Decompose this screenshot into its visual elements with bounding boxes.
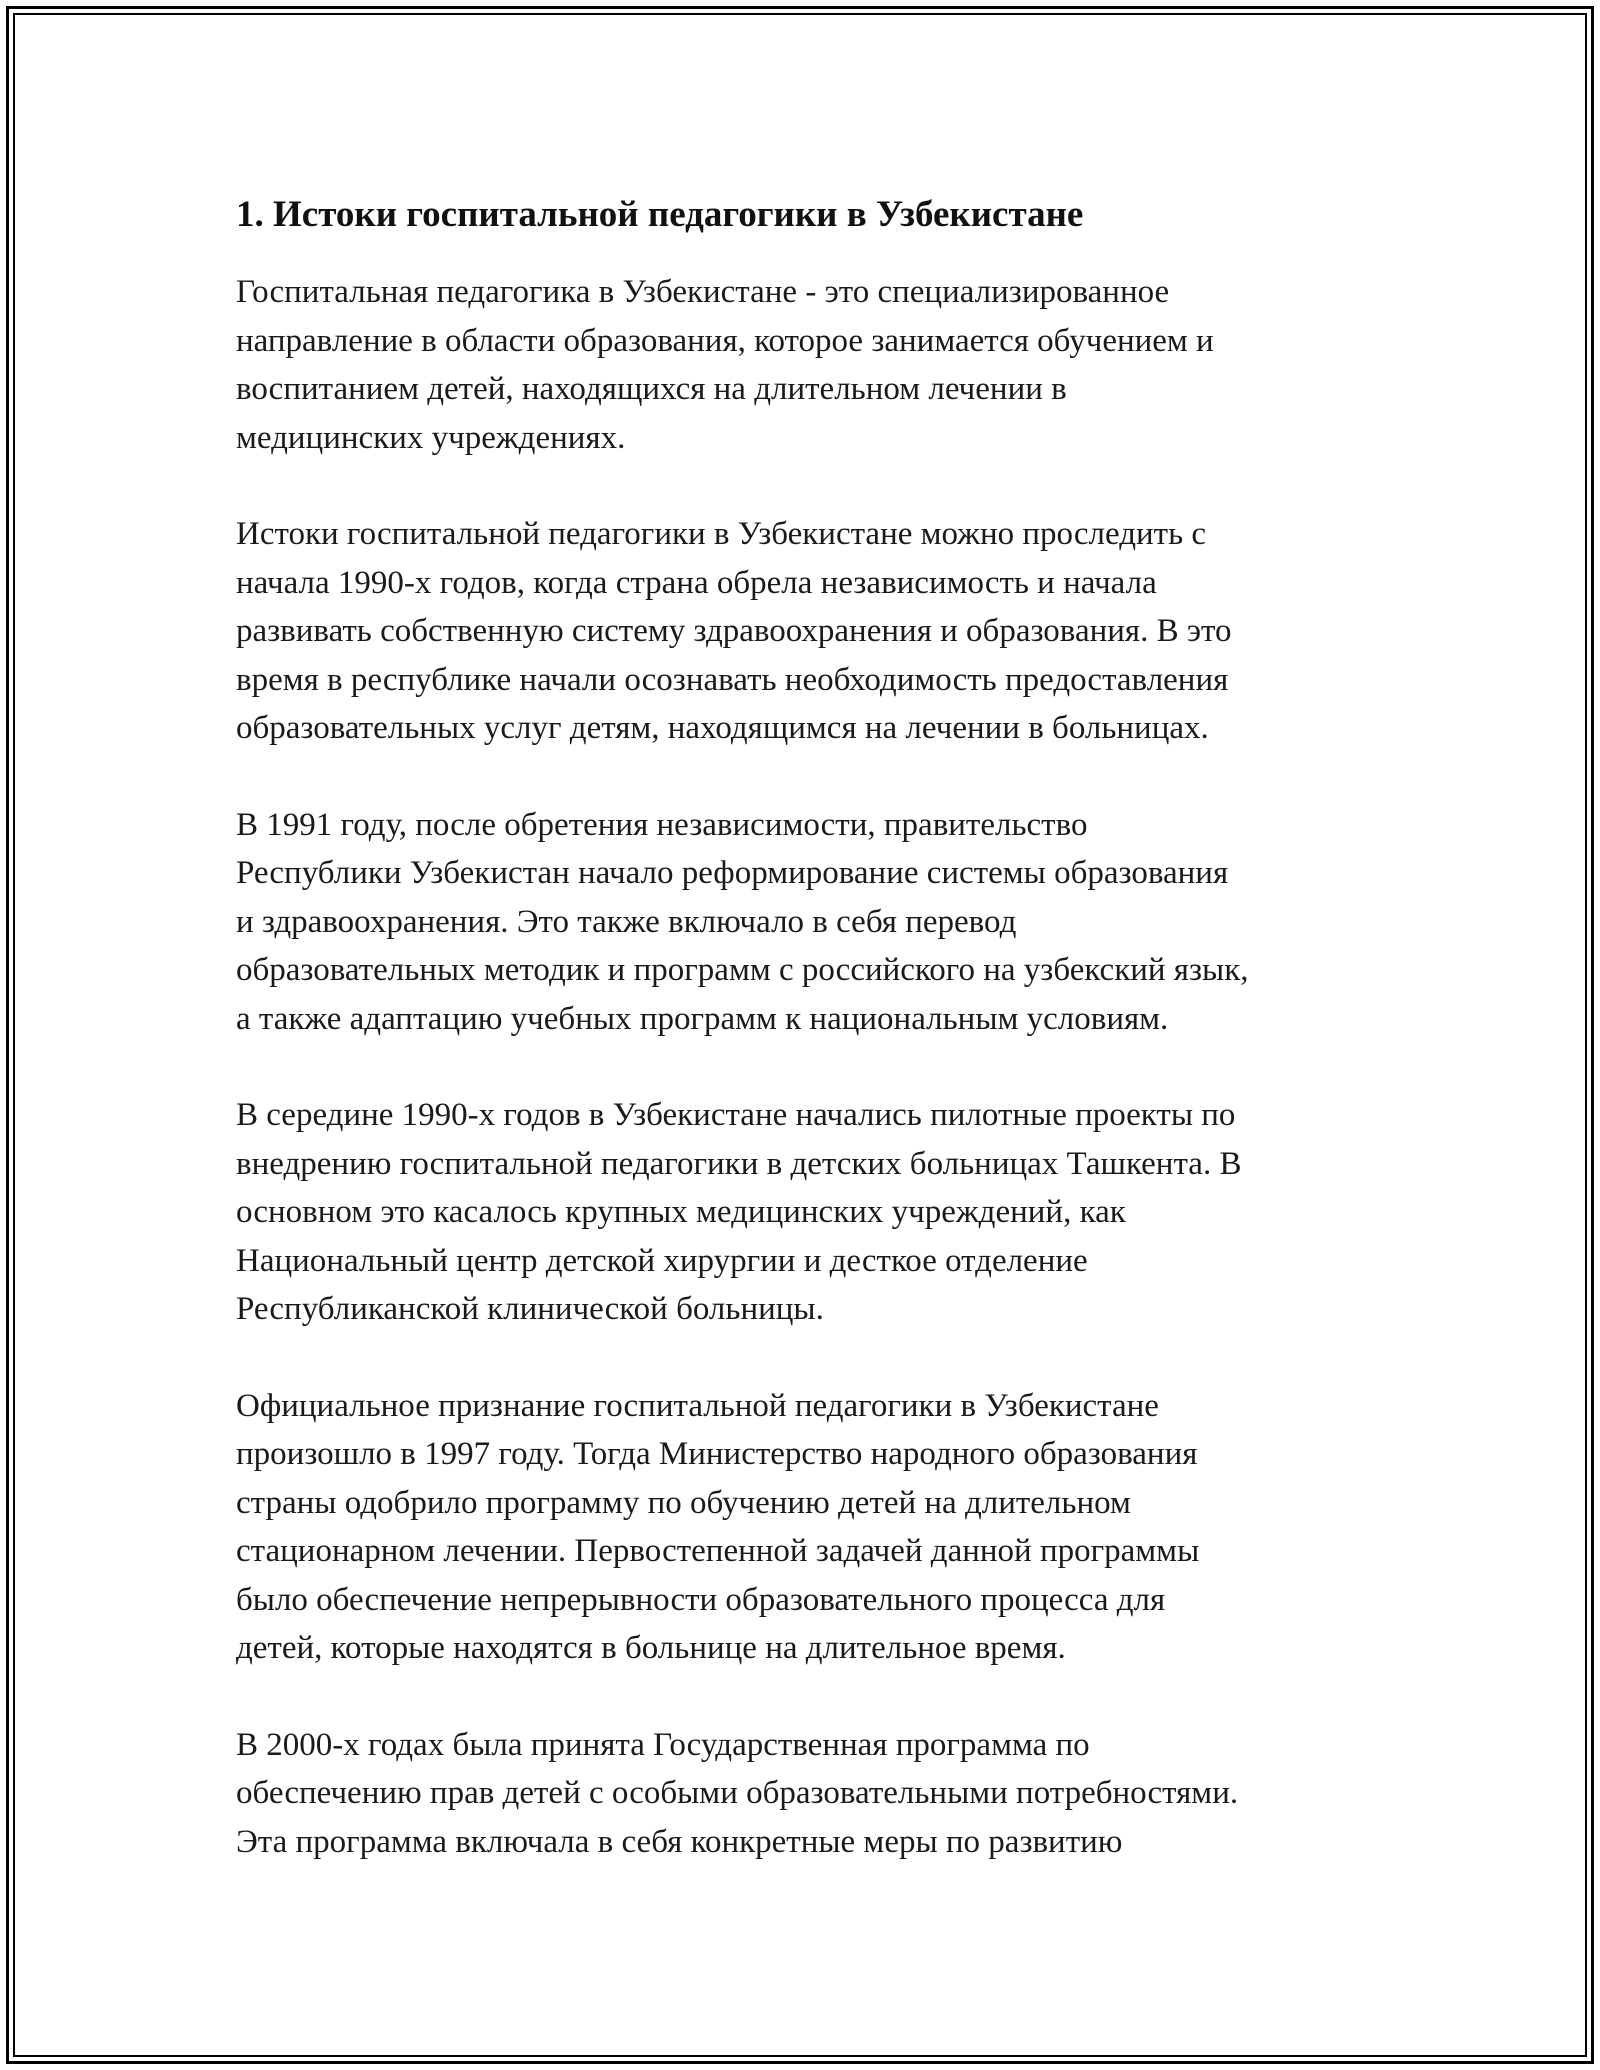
text-line: произошло в 1997 году. Тогда Министерство народного образования <box>236 1436 1198 1472</box>
text-line: направление в области образования, которое занимается обучением и <box>236 322 1214 359</box>
text-line: Эта программа включала в себя конкретные меры по развитию <box>236 1823 1123 1860</box>
text-line: образовательных методик и программ с российского на узбекский язык, <box>236 952 1249 988</box>
text-line: образовательных услуг детям, находящимся на лечении в больницах. <box>236 710 1209 746</box>
paragraph-6 <box>236 1721 1386 1867</box>
text-line: Госпитальная педагогика в Узбекистане - это специализированное <box>236 274 1170 310</box>
text-line: и здравоохранения. Это также включало в себя перевод <box>236 903 1017 940</box>
text-line: Официальное признание госпитальной педагогики в Узбекистане <box>236 1387 1159 1424</box>
text-line: внедрению госпитальной педагогики в детских больницах Ташкента. В <box>236 1145 1242 1182</box>
text-line: В 2000-х годах была принята Государственная программа по <box>236 1726 1090 1763</box>
text-line: основном это касалось крупных медицинских учреждений, как <box>236 1194 1126 1230</box>
paragraph-4 <box>236 1091 1386 1334</box>
text-line: развивать собственную систему здравоохранения и образования. В это <box>236 613 1232 649</box>
text-line: обеспечению прав детей с особыми образовательными потребностями. <box>236 1775 1239 1811</box>
section-heading: 1. Истоки госпитальной педагогики в Узбекистане <box>236 194 1084 235</box>
paragraph-5 <box>236 1382 1386 1673</box>
text-line: стационарном лечении. Первостепенной задачей данной программы <box>236 1533 1200 1569</box>
text-line: Республики Узбекистан начало реформирование системы образования <box>236 855 1229 891</box>
text-line: было обеспечение непрерывности образовательного процесса для <box>236 1581 1166 1618</box>
text-line: медицинских учреждениях. <box>236 419 626 456</box>
document-body <box>236 186 1386 1914</box>
paragraph-3 <box>236 801 1386 1044</box>
text-line: начала 1990-х годов, когда страна обрела независимость и начала <box>236 564 1157 601</box>
text-line: время в республике начали осознавать необходимость предоставления <box>236 661 1229 698</box>
text-line: В середине 1990-х годов в Узбекистане начались пилотные проекты по <box>236 1097 1236 1133</box>
paragraph-1 <box>236 268 1386 462</box>
text-line: страны одобрило программу по обучению детей на длительном <box>236 1484 1131 1521</box>
text-line: Республиканской клинической больницы. <box>236 1291 824 1327</box>
text-line: Истоки госпитальной педагогики в Узбекистане можно проследить с <box>236 516 1207 552</box>
text-line: а также адаптацию учебных программ к национальным условиям. <box>236 1000 1169 1037</box>
paragraph-2 <box>236 510 1386 753</box>
text-line: В 1991 году, после обретения независимости, правительство <box>236 806 1088 843</box>
text-line: Национальный центр детской хирургии и десткое отделение <box>236 1242 1088 1279</box>
text-line: воспитанием детей, находящихся на длительном лечении в <box>236 371 1067 407</box>
text-line: детей, которые находятся в больнице на длительное время. <box>236 1630 1066 1666</box>
